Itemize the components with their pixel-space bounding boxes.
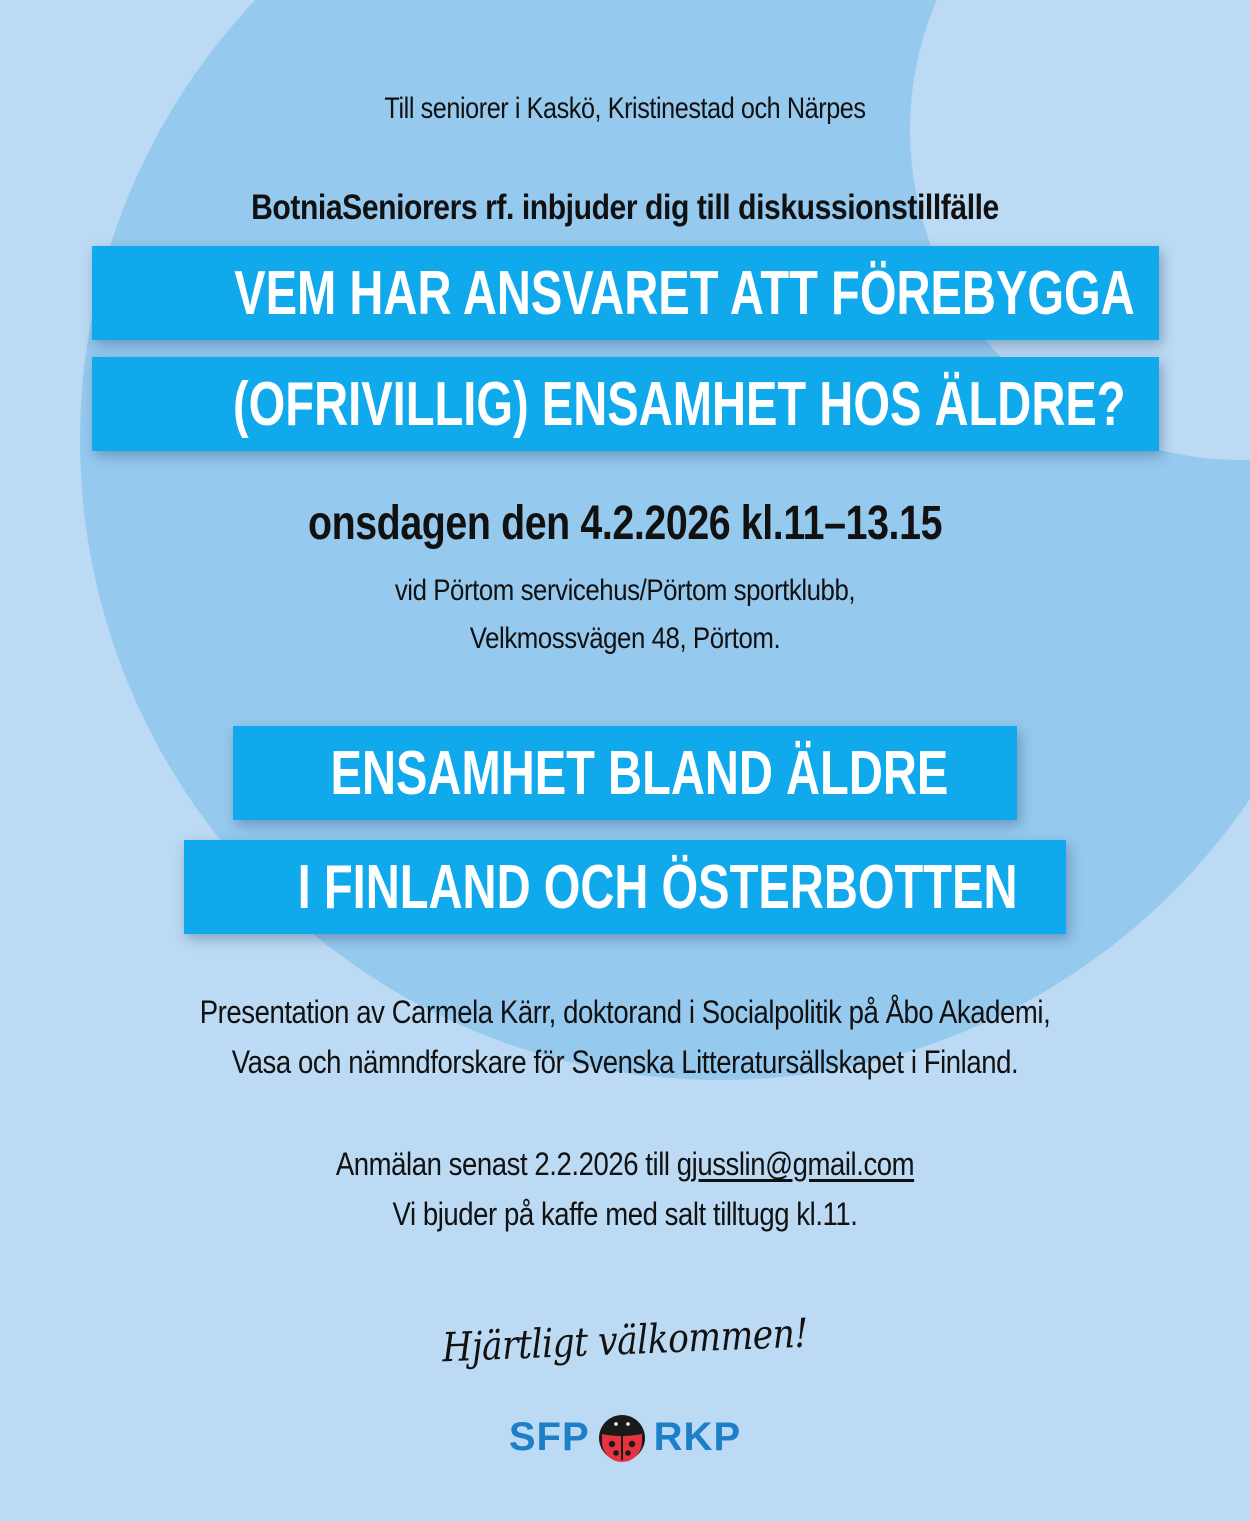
presentation-line-1: Presentation av Carmela Kärr, doktorand i Socialpolitik på Åbo Akademi, [199, 994, 1051, 1030]
party-logo [0, 1412, 1250, 1462]
host-text: BotniaSeniorers rf. inbjuder dig till diskussionstillfälle [251, 188, 999, 227]
presentation-line-2: Vasa och nämndforskare för Svenska Litteratursällskapet i Finland. [231, 1044, 1019, 1080]
ladybug-icon [594, 1412, 650, 1462]
registration-prefix: Anmälan senast 2.2.2026 till [335, 1146, 677, 1182]
logo-text-rkp: RKP [653, 1414, 742, 1459]
headline-line-2: (OFRIVILLIG) ENSAMHET HOS ÄLDRE? [232, 370, 1126, 439]
event-date: onsdagen den 4.2.2026 kl.11–13.15 [307, 497, 943, 550]
topic-line-1: ENSAMHET BLAND ÄLDRE [330, 739, 949, 808]
venue-line-1: vid Pörtom servicehus/Pörtom sportklubb, [394, 574, 856, 607]
registration-line [88, 1146, 1163, 1183]
coffee-line: Vi bjuder på kaffe med salt tilltugg kl.11. [392, 1196, 858, 1232]
welcome-text: Hjärtligt välkommen! [441, 1310, 809, 1372]
venue-line-2: Velkmossvägen 48, Pörtom. [469, 622, 781, 655]
headline-line-1: VEM HAR ANSVARET ATT FÖREBYGGA [234, 259, 1135, 328]
headline-band-1 [92, 246, 1159, 340]
headline-band-2 [92, 357, 1159, 451]
topic-band-1 [233, 726, 1017, 820]
logo-text-sfp: SFP [508, 1414, 590, 1459]
intro-text: Till seniorer i Kaskö, Kristinestad och Närpes [384, 92, 866, 125]
topic-band-2 [184, 840, 1066, 934]
topic-line-2: I FINLAND OCH ÖSTERBOTTEN [297, 853, 1018, 922]
email-link[interactable]: gjusslin@gmail.com [676, 1146, 915, 1182]
